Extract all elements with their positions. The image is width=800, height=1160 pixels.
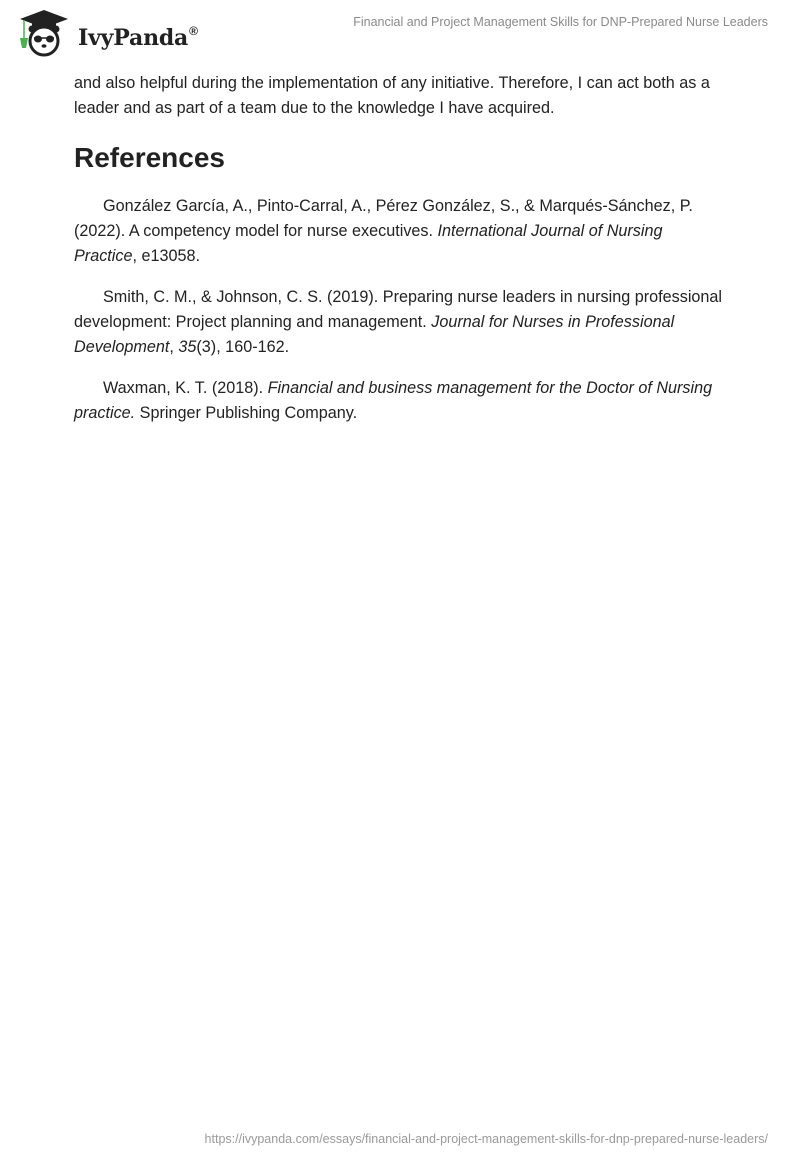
document-title: Financial and Project Management Skills for DNP-Prepared Nurse Leaders: [353, 15, 768, 29]
reference-item: Smith, C. M., & Johnson, C. S. (2019). Preparing nurse leaders in nursing professional development: Project planning and management. Journal for Nurses in Professional Development, 35(3), 160-162.: [74, 288, 723, 356]
page-header: [0, 0, 800, 60]
references-heading: References: [74, 142, 225, 173]
reference-item: González García, A., Pinto-Carral, A., Pérez González, S., & Marqués-Sánchez, P. (2022). A competency model for nurse executives. International Journal of Nursing Practice, e13058.: [74, 197, 693, 265]
panda-graduate-icon: [16, 8, 72, 58]
source-url-link[interactable]: https://ivypanda.com/essays/financial-and-project-management-skills-for-dnp-prepared-nurse-leaders/: [204, 1132, 768, 1146]
reference-item: Waxman, K. T. (2018). Financial and business management for the Doctor of Nursing practice. Springer Publishing Company.: [74, 379, 713, 422]
logo-text: IvyPanda®: [78, 23, 198, 51]
document-body: [74, 71, 724, 442]
ivypanda-logo[interactable]: [16, 8, 198, 58]
body-paragraph: and also helpful during the implementation of any initiative. Therefore, I can act both as a leader and as part of a team due to the knowledge I have acquired.: [74, 74, 710, 117]
